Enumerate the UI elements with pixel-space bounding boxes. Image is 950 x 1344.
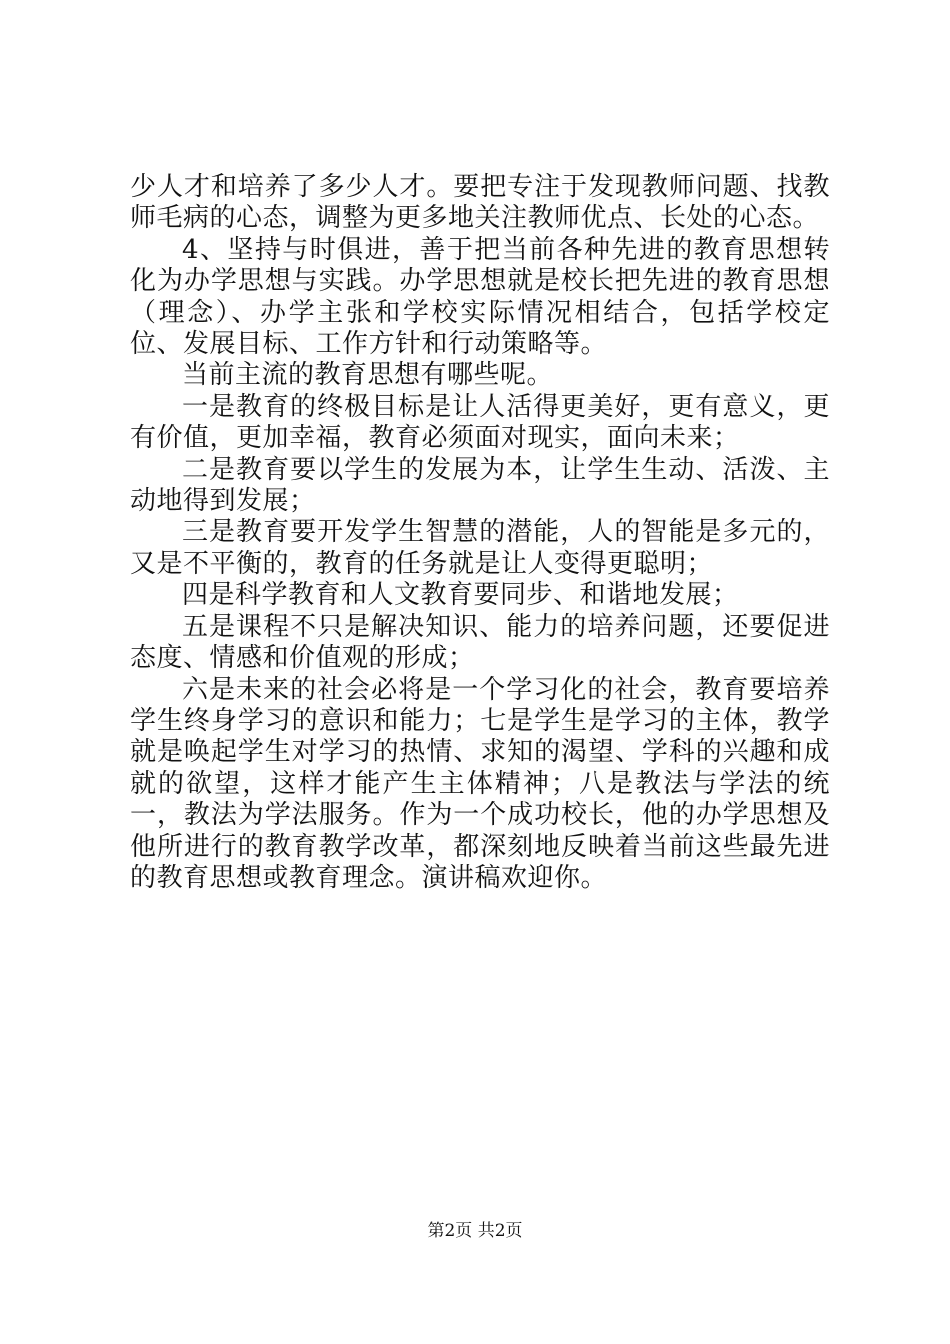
paragraph-continuation: 少人才和培养了多少人才。要把专注于发现教师问题、找教师毛病的心态，调整为更多地关注教师优点、长处的心态。: [130, 172, 830, 234]
page-footer: 第2页 共2页: [427, 1221, 523, 1241]
paragraph-idea-2: 二是教育要以学生的发展为本，让学生生动、活泼、主动地得到发展；: [130, 454, 830, 517]
document-body: [130, 172, 830, 894]
paragraph-idea-1: 一是教育的终极目标是让人活得更美好，更有意义，更有价值，更加幸福，教育必须面对现实，面向未来；: [130, 391, 830, 454]
paragraph-point-4: 4、坚持与时俱进，善于把当前各种先进的教育思想转化为办学思想与实践。办学思想就是校长把先进的教育思想（理念）、办学主张和学校实际情况相结合，包括学校定位、发展目标、工作方针和行动策略等。: [130, 234, 830, 360]
paragraph-idea-4: 四是科学教育和人文教育要同步、和谐地发展；: [182, 580, 739, 611]
paragraph-idea-5: 五是课程不只是解决知识、能力的培养问题，还要促进态度、情感和价值观的形成；: [130, 611, 830, 674]
paragraph-idea-6-8: 六是未来的社会必将是一个学习化的社会，教育要培养学生终身学习的意识和能力；七是学生是学习的主体，教学就是唤起学生对学习的热情、求知的渴望、学科的兴趣和成就的欲望，这样才能产生主体精神；八是教法与学法的统一，教法为学法服务。作为一个成功校长，他的办学思想及他所进行的教育教学改革，都深刻地反映着当前这些最先进的教育思想或教育理念。演讲稿欢迎你。: [130, 674, 830, 893]
paragraph-idea-3: 三是教育要开发学生智慧的潜能，人的智能是多元的，又是不平衡的，教育的任务就是让人变得更聪明；: [130, 517, 830, 579]
paragraph-question: 当前主流的教育思想有哪些呢。: [182, 360, 554, 391]
